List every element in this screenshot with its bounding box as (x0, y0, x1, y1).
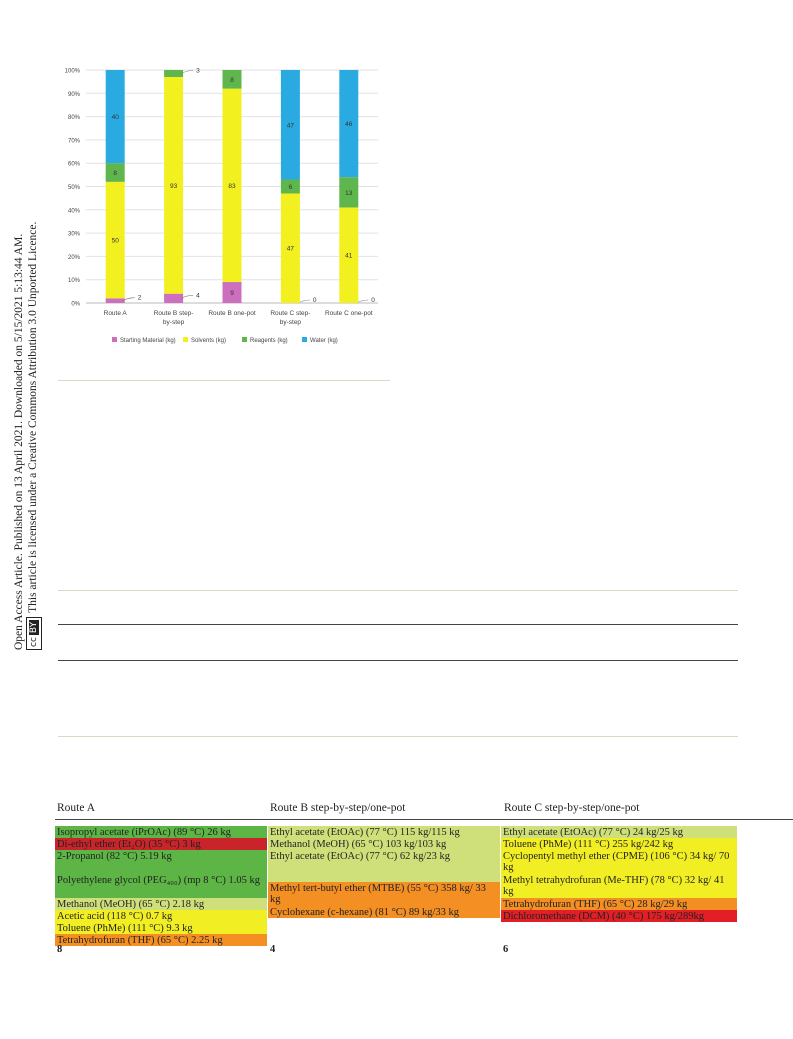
data-label: 8 (230, 76, 234, 84)
bar-segment (164, 294, 183, 303)
by-label: BY (29, 621, 39, 634)
data-label: 2 (137, 294, 142, 302)
bar-segment (164, 70, 183, 77)
data-label: 4 (196, 292, 200, 300)
y-tick-label: 70% (67, 138, 80, 145)
license-text (12, 222, 40, 650)
x-tick-label: Route C step- (270, 310, 311, 317)
legend-entry: Starting Material (kg) (120, 338, 176, 344)
solvent-cell: Tetrahydrofuran (THF) (65 °C) 2.25 kg (55, 934, 267, 946)
legend-entry: Water (kg) (310, 338, 338, 344)
solvent-cell: Toluene (PhMe) (111 °C) 255 kg/242 kg (501, 838, 737, 850)
legend-swatch (112, 337, 117, 342)
y-tick-label: 80% (67, 115, 80, 122)
licence-statement (26, 222, 40, 650)
solvent-cell: Toluene (PhMe) (111 °C) 9.3 kg (55, 922, 267, 934)
stacked-bar-chart (50, 60, 395, 360)
solvent-cell: Cyclohexane (c-hexane) (81 °C) 89 kg/33 kg (268, 906, 500, 918)
solvent-cell: Methanol (MeOH) (65 °C) 2.18 kg (55, 898, 267, 910)
y-tick-label: 30% (67, 231, 80, 238)
data-label: 47 (286, 122, 295, 130)
data-label: 13 (345, 189, 353, 197)
x-tick-label: Route C one-pot (324, 310, 373, 317)
solvent-cell: Ethyl acetate (EtOAc) (77 °C) 115 kg/115 kg (268, 826, 500, 838)
section-divider-4 (58, 736, 738, 737)
data-label: 46 (345, 121, 353, 129)
x-tick-label: Route B step- (153, 310, 194, 317)
data-label: 40 (111, 114, 119, 122)
section-divider-2 (58, 624, 738, 625)
y-tick-label: 0% (71, 301, 80, 308)
data-label: 6 (288, 184, 293, 191)
data-label: 3 (196, 67, 200, 75)
figure-divider (58, 380, 390, 381)
header-route-b: Route B step-by-step/one-pot (270, 802, 406, 814)
solvent-cell: Cyclopentyl methyl ether (CPME) (106 °C) 34 kg/ 70 kg (501, 850, 737, 874)
y-tick-label: 10% (67, 278, 80, 285)
solvent-cell: Dichloromethane (DCM) (40 °C) 175 kg/289kg (501, 910, 737, 922)
data-label: 8 (113, 170, 118, 178)
solvent-cell: Acetic acid (118 °C) 0.7 kg (55, 910, 267, 922)
solvent-cell: 2-Propanol (82 °C) 5.19 kg (55, 850, 267, 874)
y-tick-label: 60% (67, 161, 80, 168)
solvent-cell: Ethyl acetate (EtOAc) (77 °C) 62 kg/23 kg (268, 850, 500, 882)
solvent-cell: Tetrahydrofuran (THF) (65 °C) 28 kg/29 kg (501, 898, 737, 910)
x-tick-label-cont: by-step (279, 319, 302, 326)
solvent-cell: Methanol (MeOH) (65 °C) 103 kg/103 kg (268, 838, 500, 850)
legend-entry: Reagents (kg) (250, 338, 288, 344)
y-tick-label: 100% (64, 68, 80, 75)
access-statement: Open Access Article. Published on 13 April 2021. Downloaded on 5/15/2021 5:13:44 AM. (13, 233, 25, 650)
x-tick-label-cont: by-step (162, 319, 185, 326)
header-route-c: Route C step-by-step/one-pot (504, 802, 640, 814)
data-label: 83 (228, 182, 236, 190)
x-tick-label: Route A (103, 310, 127, 317)
solvent-count: 4 (270, 944, 276, 955)
header-route-a: Route A (57, 802, 96, 814)
y-tick-label: 40% (67, 208, 80, 215)
solvent-cell: Ethyl acetate (EtOAc) (77 °C) 24 kg/25 kg (501, 826, 737, 838)
data-label: 9 (230, 290, 234, 298)
solvent-count: 8 (57, 944, 63, 955)
y-tick-label: 20% (67, 254, 80, 261)
data-label: 0 (371, 297, 375, 304)
solvent-cell: Methyl tetrahydrofuran (Me-THF) (78 °C) 32 kg/ 41 kg (501, 874, 737, 898)
data-label: 93 (169, 182, 178, 190)
solvent-cell: Di-ethyl ether (Et₂O) (35 °C) 3 kg (55, 838, 267, 850)
solvent-cell: Polyethylene glycol (PEG₄₀₀) (mp 8 °C) 1.05 kg (55, 874, 267, 898)
legend-swatch (183, 337, 188, 342)
licence-link[interactable]: This article is licensed under a Creative Commons Attribution 3.0 Unported Licence. (27, 221, 39, 613)
legend-swatch (302, 337, 307, 342)
data-label: 50 (111, 237, 119, 245)
legend-entry: Solvents (kg) (191, 338, 227, 344)
solvent-count: 6 (503, 944, 509, 955)
data-label: 41 (345, 252, 353, 260)
x-tick-label: Route B one-pot (208, 310, 256, 317)
cc-label: cc (29, 637, 39, 647)
table-header (55, 797, 793, 820)
solvent-cell: Isopropyl acetate (iPrOAc) (89 °C) 26 kg (55, 826, 267, 838)
data-label: 47 (286, 245, 295, 253)
section-divider-3 (58, 660, 738, 661)
y-tick-label: 90% (67, 91, 80, 98)
bar-segment (106, 298, 125, 303)
data-label: 0 (312, 297, 317, 304)
license-sidebar (4, 0, 44, 1039)
cc-by-badge[interactable] (26, 617, 42, 650)
solvent-cell: Methyl tert-butyl ether (MTBE) (55 °C) 358 kg/ 33 kg (268, 882, 500, 906)
legend-swatch (242, 337, 247, 342)
section-divider-1 (58, 590, 738, 591)
y-tick-label: 50% (67, 185, 80, 191)
